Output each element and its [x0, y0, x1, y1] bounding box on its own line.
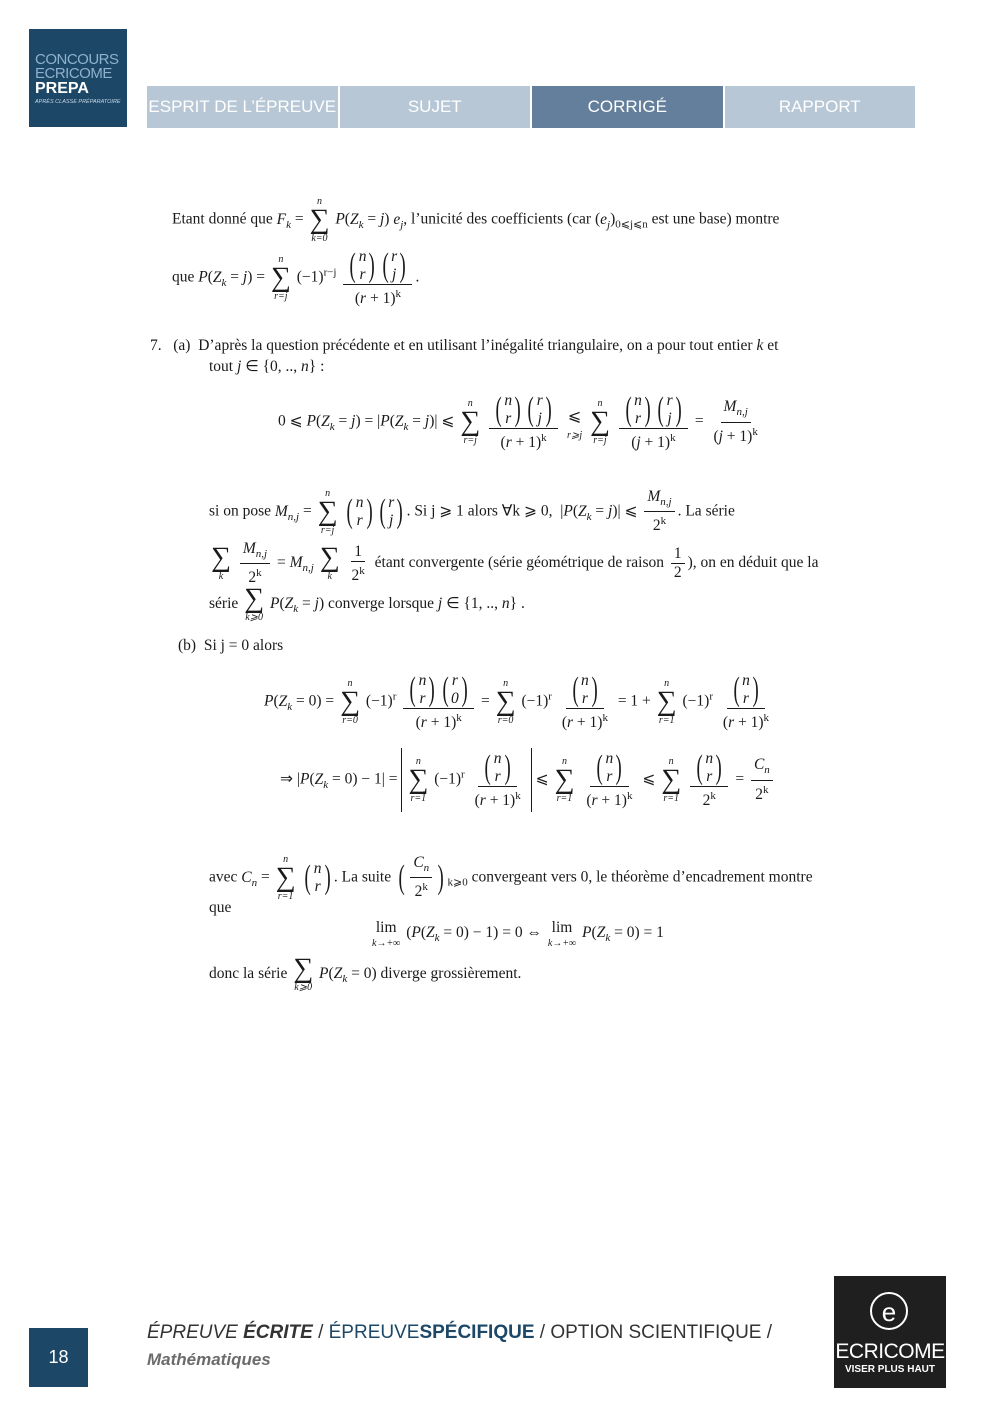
text-on-en-deduit: ), on en déduit que la — [687, 554, 819, 572]
tab-sujet[interactable]: SUJET — [340, 86, 531, 128]
text-que-line — [209, 898, 231, 918]
subquestion-label-b: (b) — [178, 637, 197, 654]
tab-esprit-epreuve[interactable]: ESPRIT DE L’ÉPREUVE — [147, 86, 338, 128]
text-avec: avec — [209, 868, 238, 886]
text-si-j: . Si j ⩾ 1 alors ∀k ⩾ 0, — [406, 502, 553, 520]
subquestion-label-a: (a) — [173, 337, 191, 354]
question-7b-intro — [178, 636, 283, 656]
formula-bound-abs: ⇒ $|P(Z_k = 0) - 1|$ = n ∑ r=1 $(-1)^r$ ( n r ) $(r + 1)^k$ ⩽ n ∑ r=1 ( n r ) $(r + 1)^k$ ⩽ n ∑ r=1 ( n r ) 2$^k$ = $\frac{C_n}{2^k}$ — [280, 748, 776, 812]
conclusion-diverge: donc la série ∑ k⩾0 $P(Z_k = 0)$ diverge grossièrement. — [209, 953, 522, 993]
text-base-montre: est une base) montre — [651, 210, 780, 228]
brand-tagline: VISER PLUS HAUT — [844, 1364, 935, 1375]
geometric-series-line: ∑ k $\frac{M_{n,j}}{2^k}$ = $M_{n,j}$ ∑ k $\frac{1}{2^k}$ étant convergente (série géométrique de raison $\frac{1}{2}$ ), on en déduit que la — [211, 540, 819, 587]
footer-title — [147, 1322, 772, 1344]
formula-p-zk-j: que $P(Z_k = j)$ = n ∑ r=j $(-1)^{r-j}$ ( n r ) ( r j ) $(r + 1)^k$ . — [172, 247, 420, 308]
section-tabs — [147, 86, 915, 128]
footer-sep-3: / — [766, 1322, 773, 1343]
footer-sep-1: / — [318, 1322, 324, 1343]
text-tout: tout — [209, 358, 234, 375]
footer-epreuve-1: ÉPREUVE — [147, 1322, 238, 1343]
text-converge-lorsque: converge lorsque — [328, 595, 435, 613]
text-si-j-0: Si j = 0 alors — [203, 637, 284, 654]
logo-line-classe: APRÈS CLASSE PRÉPARATOIRE — [35, 99, 121, 105]
footer-specifique: SPÉCIFIQUE — [419, 1322, 535, 1343]
ecricome-brand-logo — [834, 1276, 946, 1388]
question-7a-line2: tout j ∈ {0, .., n} : — [209, 358, 325, 375]
text-serie: série — [209, 595, 239, 613]
tab-rapport[interactable]: RAPPORT — [725, 86, 916, 128]
footer-sep-2: / — [539, 1322, 546, 1343]
formula-limits: lim k→+∞ $(P(Z_k = 0) - 1) = 0$ ⇔ lim k→+∞ $P(Z_k = 0) = 1$ — [372, 919, 664, 949]
question-7a-intro: 7. (a) D’après la question précédente et en utilisant l’inégalité triangulaire, on a pour tout entier k et — [150, 337, 779, 354]
text-que: que — [172, 268, 195, 286]
footer-ecrite: ÉCRITE — [243, 1322, 313, 1343]
logo-line-prepa: PREPA — [35, 80, 89, 97]
text-la-serie: . La série — [677, 502, 735, 520]
text-unicite: , l’unicité des coefficients (car — [403, 210, 592, 228]
text-convergeant: convergeant vers 0, le théorème d’encadrement montre — [471, 868, 813, 886]
tab-corrige[interactable]: CORRIGÉ — [532, 86, 723, 128]
text-diverge: diverge grossièrement. — [380, 965, 522, 983]
text-la-suite: . La suite — [333, 868, 392, 886]
concours-ecricome-logo — [29, 29, 127, 127]
text-donc-la-serie: donc la série — [209, 965, 288, 983]
logo-line-ecricome: ECRICOME — [35, 65, 112, 82]
formula-p-zk-0: $P(Z_k = 0)$ = n ∑ r=0 $(-1)^r$ ( n r ) ( r 0 ) $(r + 1)^k$ = n ∑ r=0 $(-1)^r$ ( n r ) $(r + 1)^k$ = 1 + n ∑ r=1 $(-1)^r$ ( n r ) $(r + 1)^k$ — [264, 671, 770, 732]
footer-option: OPTION SCIENTIFIQUE — [550, 1322, 762, 1343]
formula-inequality-chain: 0 ⩽ $P(Z_k = j) = |P(Z_k = j)|$ ⩽ n ∑ r=j ( n r ) ( r j ) $(r + 1)^k$ ⩽ r⩾j n ∑ r=j ( n r ) ( r j ) $(j + 1)^k$ = $\frac{M_{n,j}}{(j + 1)^k}$ — [278, 391, 758, 452]
definition-cn: avec $C_n$ = n ∑ r=1 ( n r ) . La suite ( $\frac{C_n}{2^k}$ ) $_{k⩾0}$ convergeant vers 0, le théorème d’encadrement montre — [209, 854, 813, 902]
logo-line-concours: CONCOURS — [35, 51, 119, 68]
paragraph-fk: Etant donné que $F_k$ = n ∑ k=0 $P(Z_k = j)$ $e_j$, l’unicité des coefficients (car $(e_j)_{0⩽j⩽n}$ est une base) montre — [172, 196, 780, 244]
brand-name: ECRICOME — [835, 1340, 945, 1363]
ecricome-e-icon: e — [870, 1292, 908, 1330]
footer-epreuve-2: ÉPREUVE — [328, 1322, 420, 1343]
question-number-7: 7. — [150, 337, 162, 354]
text-si-on-pose: si on pose — [209, 502, 271, 520]
text-d-apres: D’après la question précédente et en utilisant l’inégalité triangulaire, on a pour tout entier — [198, 337, 753, 354]
series-converges-line: série ∑ k⩾0 $P(Z_k = j)$ converge lorsque j ∈ {1, .., n} . — [209, 583, 525, 623]
page-number: 18 — [29, 1328, 88, 1387]
definition-mnj: si on pose $M_{n,j}$ = n ∑ r=j ( n r ) ( r j ) . Si j ⩾ 1 alors ∀k ⩾ 0, $|P(Z_k = j)|$ ⩽ $\frac{M_{n,j}}{2^k}$ . La série — [209, 488, 735, 536]
text-que-2: que — [209, 899, 232, 916]
text-et: et — [767, 337, 779, 354]
text-etant-donne: Etant donné que — [172, 210, 273, 228]
text-etant-convergente: étant convergente (série géométrique de raison — [374, 554, 665, 572]
footer-subject: Mathématiques — [147, 1350, 271, 1369]
